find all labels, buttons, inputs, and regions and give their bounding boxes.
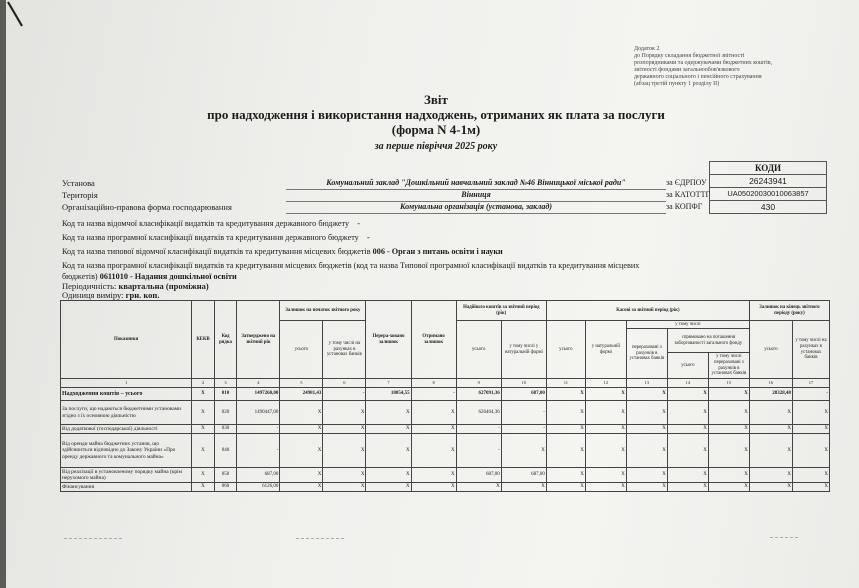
cell-value: X (708, 483, 749, 492)
cell-value: 010 (214, 388, 237, 401)
column-index: 15 (708, 379, 749, 388)
line-label: Код та назва типової відомчої класифікації видатків та кредитування місцевих бюджетів (62, 247, 371, 256)
line-label: Код та назва програмної класифікації видатків та кредитування місцевих бюджетів (код та назва Типової програмної класифікації видатків та кредитування місцевих бюджетів) (62, 261, 640, 281)
column-index: 7 (366, 379, 411, 388)
header-debt-total: усього (667, 353, 708, 379)
cell-value: X (708, 434, 749, 468)
cell-value: X (323, 401, 366, 425)
org-form-value: Комунальна організація (установа, заклад) (286, 201, 666, 214)
header-cash: Касові за звітний період (рік) (546, 301, 749, 321)
report-table (60, 300, 830, 492)
column-index: 16 (749, 379, 792, 388)
cell-value: X (280, 468, 323, 483)
cell-value: X (501, 434, 546, 468)
table-row (61, 468, 830, 483)
title-line-2: про надходження і використання надходжень, отриманих як плата за послуги (207, 107, 665, 122)
cell-value: 18054,55 (366, 388, 411, 401)
cell-value: X (626, 401, 667, 425)
institution-value: Комунальний заклад "Дошкільний навчальний заклад №46 Вінницької міської ради" (286, 177, 666, 190)
row-label: Фінансування (61, 483, 192, 492)
org-form-label: Організаційно-правова форма господарювання (62, 202, 232, 212)
cell-value: X (749, 425, 792, 434)
cell-value: X (366, 401, 411, 425)
cell-value: X (792, 401, 829, 425)
cell-value: X (749, 468, 792, 483)
cell-value: X (626, 425, 667, 434)
column-index: 6 (323, 379, 366, 388)
cell-value: X (546, 401, 585, 425)
title-line-1: Звіт (424, 92, 448, 107)
header-kekv: КЕКВ (192, 301, 215, 379)
cell-value: X (280, 425, 323, 434)
column-index: 13 (626, 379, 667, 388)
departmental-classification-local (62, 246, 662, 257)
cell-value: X (626, 468, 667, 483)
cell-value: X (501, 483, 546, 492)
cell-value: X (749, 483, 792, 492)
cell-value: 1490447,00 (237, 401, 280, 425)
header-debt-incl: у тому числі перераховані з рахунків в установах банків (708, 353, 749, 379)
cell-value: X (456, 483, 501, 492)
column-index: 1 (61, 379, 192, 388)
cell-value: X (192, 468, 215, 483)
row-label: Від оренди майна бюджетних установ, що здійснюється відповідно до Закону України «Про оренду державного та комунального майна» (61, 434, 192, 468)
cell-value: X (792, 483, 829, 492)
line-value: 006 - Орган з питань освіти і науки (372, 247, 503, 256)
cell-value: X (667, 425, 708, 434)
cell-value: X (280, 483, 323, 492)
cell-value: X (792, 425, 829, 434)
column-index-row (61, 379, 830, 388)
cell-value: X (192, 434, 215, 468)
cell-value: X (323, 434, 366, 468)
cell-value: 28328,48 (749, 388, 792, 401)
note-line: звітності фондами загальнообов'язкового (634, 67, 740, 73)
cell-value: X (708, 425, 749, 434)
cell-value: X (546, 434, 585, 468)
cell-value: 6126,00 (237, 483, 280, 492)
cell-value: X (792, 434, 829, 468)
row-label: Від реалізації в установленому порядку майна (крім нерухомого майна) (61, 468, 192, 483)
cell-value: - (411, 388, 456, 401)
institution-label: Установа (62, 178, 95, 188)
cell-value: X (585, 483, 626, 492)
column-index: 3 (214, 379, 237, 388)
line-label: Код та назва відомчої класифікації видатків та кредитування державного бюджету (62, 219, 350, 228)
cell-value: X (749, 434, 792, 468)
cell-value: 687,00 (237, 468, 280, 483)
header-start-bank: у тому числі на рахунках в установах банків (323, 321, 366, 379)
cell-value: X (192, 388, 215, 401)
cell-value: X (323, 468, 366, 483)
periodicity-label: Періодичність: (62, 281, 117, 291)
line-value: - (366, 233, 370, 242)
cell-value: X (411, 401, 456, 425)
cell-value: 020 (214, 401, 237, 425)
row-label: Від додаткової (господарської) діяльності (61, 425, 192, 434)
cell-value: X (667, 468, 708, 483)
cell-value: X (280, 434, 323, 468)
note-line: (абзац третій пункту 1 розділу II) (634, 81, 720, 87)
cell-value: X (626, 483, 667, 492)
report-period: за перше півріччя 2025 року (374, 141, 498, 152)
cell-value: - (501, 425, 546, 434)
report-title (156, 92, 716, 152)
footer-right-mark (770, 535, 800, 542)
note-line: Додаток 2 (634, 46, 660, 52)
cell-value: X (323, 425, 366, 434)
cell-value: X (192, 425, 215, 434)
cell-value: X (667, 401, 708, 425)
cell-value: X (749, 401, 792, 425)
header-indicators: Показники (61, 301, 192, 379)
code-edrpou: 26243941 (709, 175, 827, 188)
table-row (61, 388, 830, 401)
column-index: 10 (501, 379, 546, 388)
cell-value: X (585, 468, 626, 483)
periodicity-block (62, 282, 209, 300)
cell-value: X (366, 468, 411, 483)
note-line: розпорядниками та одержувачами бюджетних коштів, (634, 60, 773, 66)
cell-value: X (366, 425, 411, 434)
header-transferred-banks: перераховані з рахунків в установах банків (626, 329, 667, 379)
cell-value: 687,00 (456, 468, 501, 483)
classification-lines (62, 218, 662, 285)
appendix-note (634, 46, 824, 88)
kopfg-label: за КОПФГ (666, 202, 703, 211)
cell-value: - (237, 425, 280, 434)
codes-header: КОДИ (709, 161, 827, 175)
header-cash-total: усього (546, 321, 585, 379)
note-line: до Порядку складання бюджетної звітності (634, 53, 745, 59)
unit-label: Одиниця виміру: (62, 290, 124, 300)
table-row (61, 434, 830, 468)
cell-value: - (456, 434, 501, 468)
cell-value: X (546, 388, 585, 401)
column-index: 8 (411, 379, 456, 388)
cell-value: X (708, 401, 749, 425)
column-index: 12 (585, 379, 626, 388)
header-row-code: Код рядка (214, 301, 237, 379)
cell-value: X (585, 388, 626, 401)
cell-value: 040 (214, 434, 237, 468)
table-row (61, 425, 830, 434)
cell-value: 627091,36 (456, 388, 501, 401)
line-value: 0611010 - Надання дошкільної освіти (99, 272, 237, 281)
cell-value: X (192, 401, 215, 425)
table-row (61, 401, 830, 425)
cell-value: X (792, 468, 829, 483)
header-cash-natural: у натуральній формі (585, 321, 626, 379)
cell-value: X (667, 434, 708, 468)
header-received-total: усього (456, 321, 501, 379)
katottg-label: за КАТОТТГ (666, 190, 711, 199)
territory-label: Територія (62, 190, 98, 200)
cell-value: X (585, 401, 626, 425)
note-line: державного соціального і пенсійного страхування (634, 74, 762, 80)
cell-value: - (792, 388, 829, 401)
institution-info (62, 177, 712, 213)
code-katottg: UA05020030010063857 (709, 188, 827, 201)
cell-value: X (411, 425, 456, 434)
cell-value: X (411, 434, 456, 468)
cell-value: X (667, 483, 708, 492)
header-received: Надійшло коштів за звітний період (рік) (456, 301, 546, 321)
cell-value: X (585, 434, 626, 468)
cell-value: X (366, 434, 411, 468)
column-index: 11 (546, 379, 585, 388)
unit-value: грн. коп. (125, 290, 160, 300)
column-index: 4 (237, 379, 280, 388)
program-classification-state (62, 232, 662, 243)
footer-left-mark (64, 536, 124, 543)
header-cash-incl: у тому числі (626, 321, 749, 329)
header-debt: спрямовано на погашення заборгованості загального фонду (667, 329, 749, 353)
header-end-total: усього (749, 321, 792, 379)
cell-value: X (280, 401, 323, 425)
cell-value: - (323, 388, 366, 401)
page-fold-mark (6, 0, 36, 30)
column-index: 2 (192, 379, 215, 388)
cell-value: 030 (214, 425, 237, 434)
cell-value: X (708, 468, 749, 483)
header-start-total: усього (280, 321, 323, 379)
column-index: 17 (792, 379, 829, 388)
column-index: 5 (280, 379, 323, 388)
cell-value: 1497260,00 (237, 388, 280, 401)
cell-value: 050 (214, 468, 237, 483)
cell-value: X (546, 425, 585, 434)
form-number: (форма N 4-1м) (391, 122, 481, 137)
code-kopfg: 430 (709, 201, 827, 214)
cell-value: X (192, 483, 215, 492)
cell-value: X (323, 483, 366, 492)
cell-value: X (546, 468, 585, 483)
header-transfer: Перера-ховано залишок (366, 301, 411, 379)
cell-value: X (366, 483, 411, 492)
codes-box (709, 161, 827, 214)
header-end-balance: Залишок на кінець звітного періоду (року) (749, 301, 829, 321)
cell-value: X (585, 425, 626, 434)
document-page (6, 0, 859, 588)
departmental-classification-state (62, 218, 662, 229)
footer-middle-mark (296, 536, 346, 543)
header-approved: Затверджено на звітний рік (237, 301, 280, 379)
header-received-natural: у тому числі у натуральній формі (501, 321, 546, 379)
cell-value: X (626, 434, 667, 468)
periodicity-value: квартальна (проміжна) (118, 281, 209, 291)
cell-value: 626404,36 (456, 401, 501, 425)
table-row (61, 483, 830, 492)
cell-value: - (237, 434, 280, 468)
cell-value: 060 (214, 483, 237, 492)
cell-value: X (667, 388, 708, 401)
cell-value: X (411, 483, 456, 492)
line-label: Код та назва програмної класифікації видатків та кредитування державного бюджету (62, 233, 359, 242)
cell-value: X (626, 388, 667, 401)
cell-value: X (708, 388, 749, 401)
row-label: За послуги, що надаються бюджетними установами згідно з їх основною діяльністю (61, 401, 192, 425)
header-end-bank: у тому числі на рахунках в установах банків (792, 321, 829, 379)
table-body (61, 388, 830, 492)
territory-value: Вінниця (286, 189, 666, 202)
header-seized: Отримано залишок (411, 301, 456, 379)
cell-value: X (546, 483, 585, 492)
cell-value: - (501, 401, 546, 425)
row-label: Надходження коштів – усього (61, 388, 192, 401)
cell-value: 687,00 (501, 468, 546, 483)
column-index: 14 (667, 379, 708, 388)
program-classification-local (62, 260, 662, 282)
cell-value: - (456, 425, 501, 434)
edrpou-label: за ЄДРПОУ (666, 178, 707, 187)
line-value: - (357, 219, 361, 228)
cell-value: X (411, 468, 456, 483)
header-start-balance: Залишок на початок звітного року (280, 301, 366, 321)
cell-value: 687,00 (501, 388, 546, 401)
column-index: 9 (456, 379, 501, 388)
cell-value: 24981,43 (280, 388, 323, 401)
